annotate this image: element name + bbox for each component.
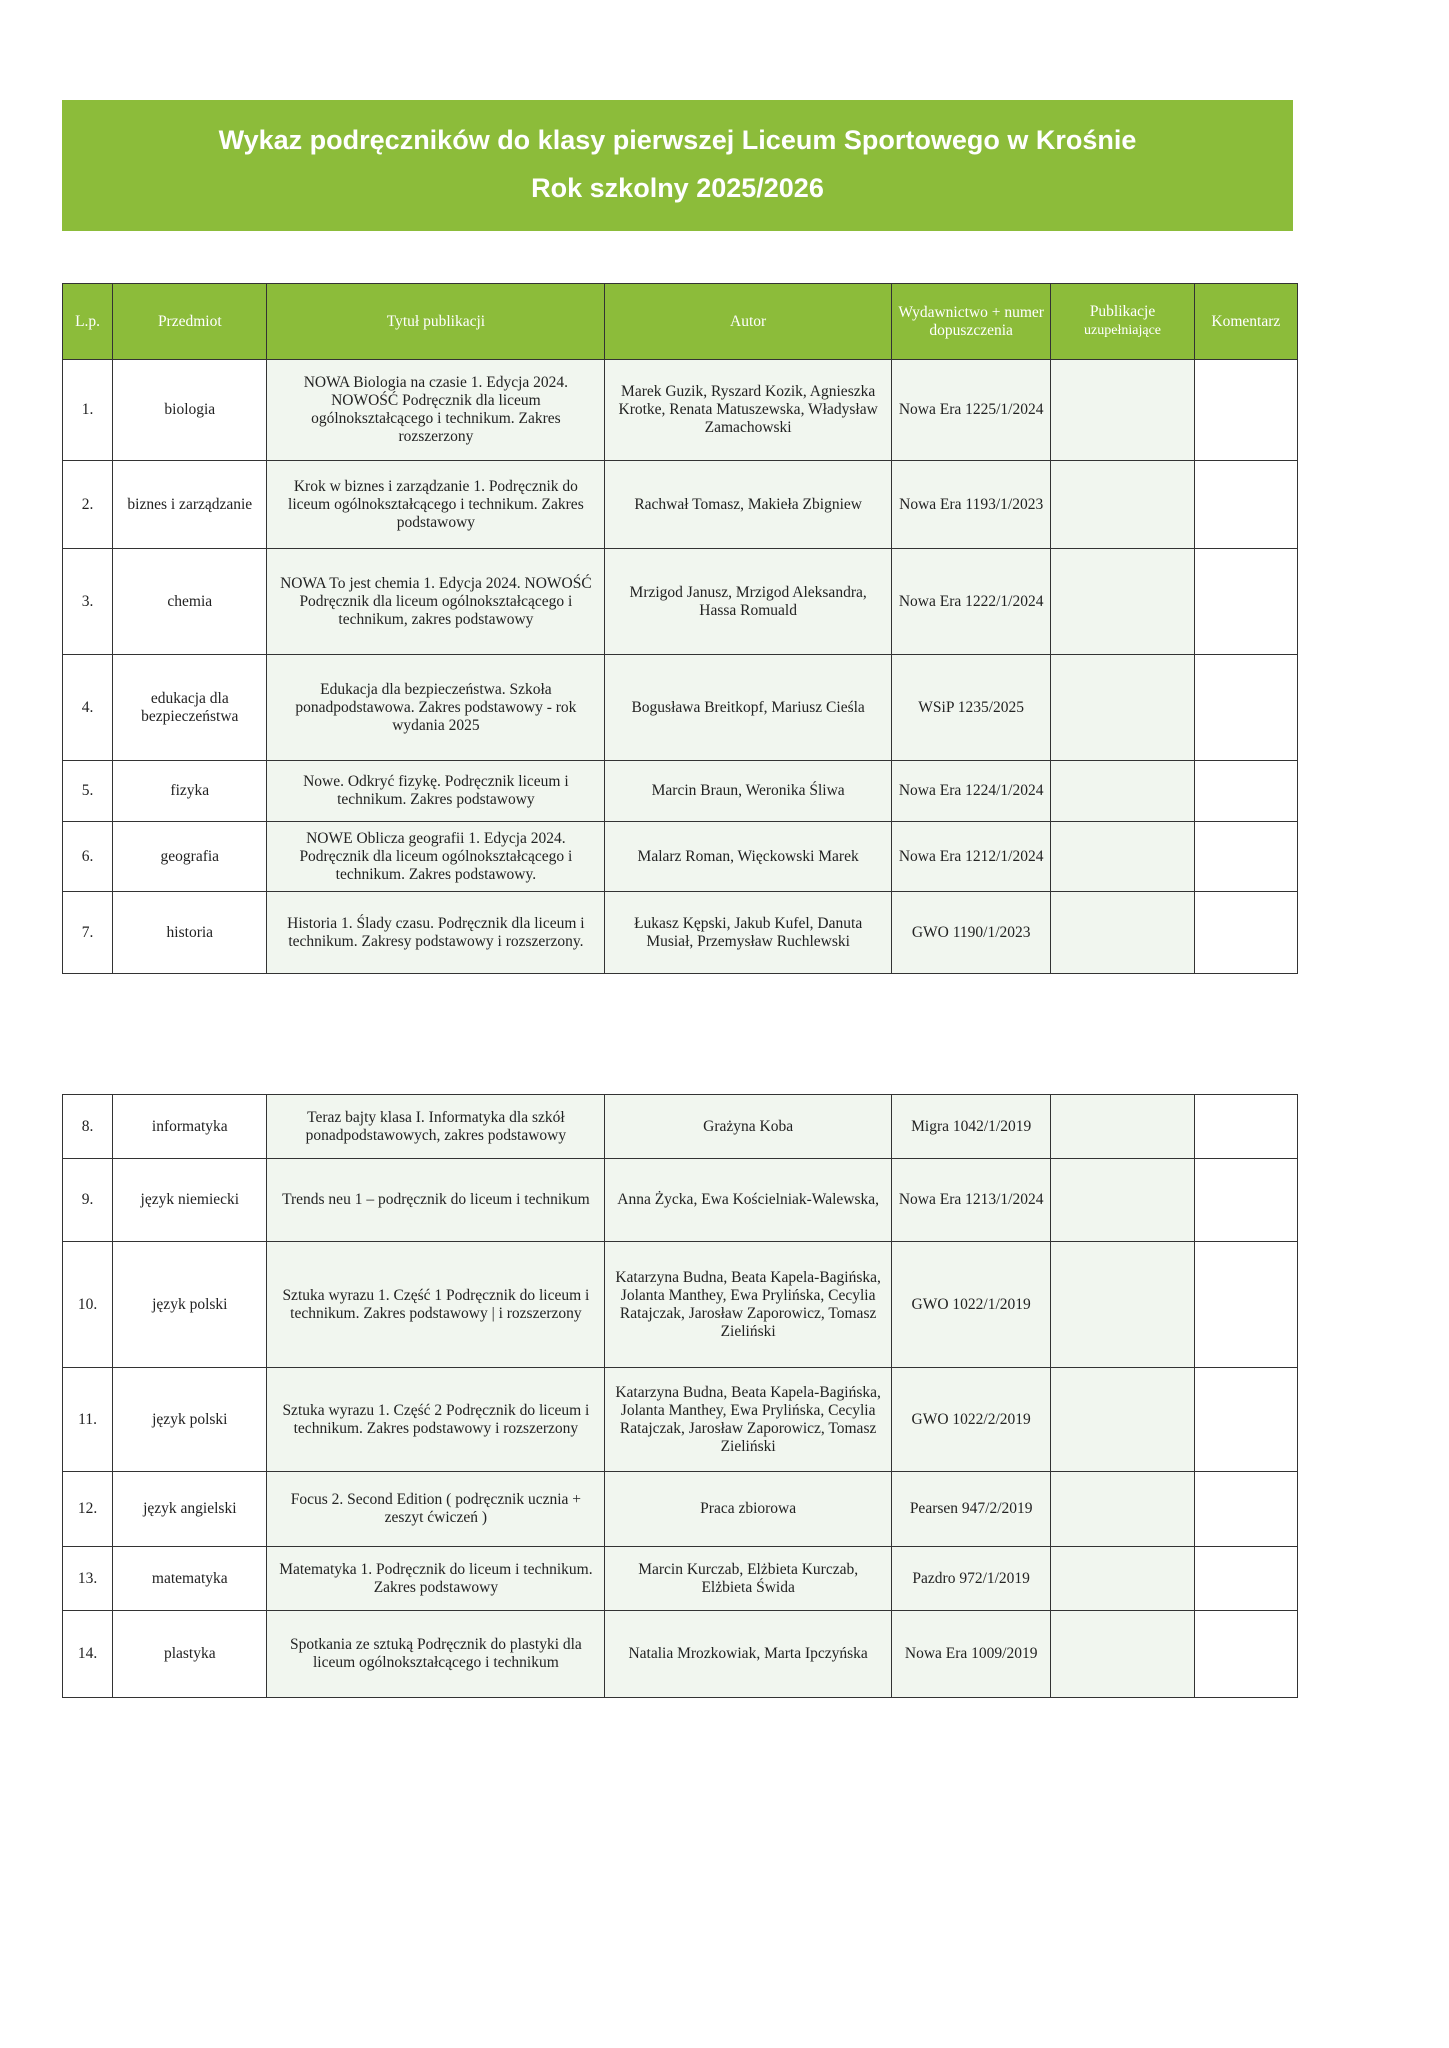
table-row — [63, 1242, 1298, 1368]
cell-subject: plastyka — [113, 1611, 267, 1698]
cell-publisher: Pazdro 972/1/2019 — [891, 1547, 1050, 1611]
cell-author: Rachwał Tomasz, Makieła Zbigniew — [605, 461, 892, 549]
cell-extra — [1051, 822, 1194, 892]
cell-author: Marek Guzik, Ryszard Kozik, Agnieszka Krotke, Renata Matuszewska, Władysław Zamachowski — [605, 360, 892, 461]
cell-publisher: Nowa Era 1213/1/2024 — [891, 1159, 1050, 1242]
cell-extra — [1051, 549, 1194, 655]
cell-lp: 11. — [63, 1368, 113, 1472]
cell-author: Łukasz Kępski, Jakub Kufel, Danuta Musiał, Przemysław Ruchlewski — [605, 892, 892, 974]
cell-author: Malarz Roman, Więckowski Marek — [605, 822, 892, 892]
table-row — [63, 1472, 1298, 1547]
cell-title: NOWE Oblicza geografii 1. Edycja 2024. Podręcznik dla liceum ogólnokształcącego i technikum. Zakres podstawowy. — [267, 822, 605, 892]
header-title-rest: publikacji — [419, 312, 486, 330]
cell-lp: 5. — [63, 761, 113, 822]
cell-title: NOWA To jest chemia 1. Edycja 2024. NOWOŚĆ Podręcznik dla liceum ogólnokształcącego i technikum, zakres podstawowy — [267, 549, 605, 655]
header-extra — [1051, 284, 1194, 360]
cell-subject: język niemiecki — [113, 1159, 267, 1242]
table-header-row — [63, 284, 1298, 360]
table-row — [63, 655, 1298, 761]
header-title-bold: Tytuł — [386, 312, 420, 330]
cell-extra — [1051, 1095, 1194, 1159]
cell-publisher: Migra 1042/1/2019 — [891, 1095, 1050, 1159]
cell-comment — [1194, 1472, 1297, 1547]
cell-title: Historia 1. Ślady czasu. Podręcznik dla liceum i technikum. Zakresy podstawowy i rozszerzony. — [267, 892, 605, 974]
cell-title: Spotkania ze sztuką Podręcznik do plastyki dla liceum ogólnokształcącego i technikum — [267, 1611, 605, 1698]
cell-comment — [1194, 1368, 1297, 1472]
cell-extra — [1051, 1242, 1194, 1368]
cell-author: Mrzigod Janusz, Mrzigod Aleksandra, Hassa Romuald — [605, 549, 892, 655]
cell-lp: 12. — [63, 1472, 113, 1547]
table-row — [63, 461, 1298, 549]
cell-extra — [1051, 461, 1194, 549]
cell-subject: język polski — [113, 1242, 267, 1368]
cell-author: Katarzyna Budna, Beata Kapela-Bagińska, Jolanta Manthey, Ewa Prylińska, Cecylia Ratajczak, Jarosław Zaporowicz, Tomasz Zieliński — [605, 1242, 892, 1368]
cell-title: NOWA Biologia na czasie 1. Edycja 2024. NOWOŚĆ Podręcznik dla liceum ogólnokształcącego i technikum. Zakres rozszerzony — [267, 360, 605, 461]
cell-publisher: Nowa Era 1009/2019 — [891, 1611, 1050, 1698]
cell-extra — [1051, 360, 1194, 461]
cell-publisher: GWO 1190/1/2023 — [891, 892, 1050, 974]
cell-author: Grażyna Koba — [605, 1095, 892, 1159]
textbook-table-part-1 — [62, 283, 1298, 974]
cell-title: Sztuka wyrazu 1. Część 2 Podręcznik do liceum i technikum. Zakres podstawowy i rozszerzony — [267, 1368, 605, 1472]
cell-lp: 1. — [63, 360, 113, 461]
cell-extra — [1051, 1611, 1194, 1698]
cell-lp: 4. — [63, 655, 113, 761]
cell-publisher: Nowa Era 1193/1/2023 — [891, 461, 1050, 549]
cell-subject: edukacja dla bezpieczeństwa — [113, 655, 267, 761]
cell-extra — [1051, 1472, 1194, 1547]
page-title: Wykaz podręczników do klasy pierwszej Liceum Sportowego w Krośnie — [218, 124, 1137, 155]
cell-title: Krok w biznes i zarządzanie 1. Podręcznik do liceum ogólnokształcącego i technikum. Zakres podstawowy — [267, 461, 605, 549]
cell-publisher: Nowa Era 1222/1/2024 — [891, 549, 1050, 655]
cell-publisher: Nowa Era 1224/1/2024 — [891, 761, 1050, 822]
cell-title: Edukacja dla bezpieczeństwa. Szkoła ponadpodstawowa. Zakres podstawowy - rok wydania 2025 — [267, 655, 605, 761]
cell-extra — [1051, 892, 1194, 974]
cell-comment — [1194, 360, 1297, 461]
cell-lp: 7. — [63, 892, 113, 974]
cell-publisher: Pearsen 947/2/2019 — [891, 1472, 1050, 1547]
textbook-table-part-2 — [62, 1094, 1298, 1698]
cell-subject: biznes i zarządzanie — [113, 461, 267, 549]
cell-lp: 14. — [63, 1611, 113, 1698]
header-publisher: Wydawnictwo + numer dopuszczenia — [891, 284, 1050, 360]
header-extra-bold: Publikacje — [1089, 303, 1156, 320]
title-banner — [62, 100, 1293, 231]
cell-lp: 10. — [63, 1242, 113, 1368]
table-row — [63, 1547, 1298, 1611]
cell-subject: matematyka — [113, 1547, 267, 1611]
table-row — [63, 1611, 1298, 1698]
cell-comment — [1194, 461, 1297, 549]
table-row — [63, 360, 1298, 461]
cell-extra — [1051, 1547, 1194, 1611]
cell-subject: fizyka — [113, 761, 267, 822]
cell-extra — [1051, 655, 1194, 761]
cell-lp: 13. — [63, 1547, 113, 1611]
cell-extra — [1051, 1159, 1194, 1242]
cell-comment — [1194, 1547, 1297, 1611]
table-row — [63, 761, 1298, 822]
cell-publisher: Nowa Era 1225/1/2024 — [891, 360, 1050, 461]
header-comment: Komentarz — [1194, 284, 1297, 360]
cell-author: Anna Życka, Ewa Kościelniak-Walewska, — [605, 1159, 892, 1242]
cell-author: Natalia Mrozkowiak, Marta Ipczyńska — [605, 1611, 892, 1698]
cell-title: Matematyka 1. Podręcznik do liceum i technikum. Zakres podstawowy — [267, 1547, 605, 1611]
cell-title: Sztuka wyrazu 1. Część 1 Podręcznik do liceum i technikum. Zakres podstawowy | i rozszerzony — [267, 1242, 605, 1368]
header-author: Autor — [605, 284, 892, 360]
cell-subject: chemia — [113, 549, 267, 655]
cell-title: Focus 2. Second Edition ( podręcznik ucznia + zeszyt ćwiczeń ) — [267, 1472, 605, 1547]
cell-comment — [1194, 1242, 1297, 1368]
cell-comment — [1194, 761, 1297, 822]
cell-author: Katarzyna Budna, Beata Kapela-Bagińska, Jolanta Manthey, Ewa Prylińska, Cecylia Ratajczak, Jarosław Zaporowicz, Tomasz Zieliński — [605, 1368, 892, 1472]
cell-lp: 3. — [63, 549, 113, 655]
cell-title: Teraz bajty klasa I. Informatyka dla szkół ponadpodstawowych, zakres podstawowy — [267, 1095, 605, 1159]
cell-publisher: GWO 1022/2/2019 — [891, 1368, 1050, 1472]
cell-author: Marcin Kurczab, Elżbieta Kurczab, Elżbieta Świda — [605, 1547, 892, 1611]
cell-extra — [1051, 1368, 1194, 1472]
cell-title: Trends neu 1 – podręcznik do liceum i technikum — [267, 1159, 605, 1242]
cell-subject: historia — [113, 892, 267, 974]
cell-title: Nowe. Odkryć fizykę. Podręcznik liceum i technikum. Zakres podstawowy — [267, 761, 605, 822]
table-row — [63, 1095, 1298, 1159]
cell-comment — [1194, 1611, 1297, 1698]
cell-lp: 8. — [63, 1095, 113, 1159]
cell-comment — [1194, 1159, 1297, 1242]
table-row — [63, 1159, 1298, 1242]
cell-publisher: GWO 1022/1/2019 — [891, 1242, 1050, 1368]
cell-publisher: Nowa Era 1212/1/2024 — [891, 822, 1050, 892]
school-year: Rok szkolny 2025/2026 — [531, 172, 824, 203]
cell-subject: język angielski — [113, 1472, 267, 1547]
cell-comment — [1194, 549, 1297, 655]
cell-subject: biologia — [113, 360, 267, 461]
cell-publisher: WSiP 1235/2025 — [891, 655, 1050, 761]
header-extra-rest: uzupełniające — [1084, 323, 1161, 338]
cell-comment — [1194, 892, 1297, 974]
table-row — [63, 1368, 1298, 1472]
cell-lp: 9. — [63, 1159, 113, 1242]
cell-subject: geografia — [113, 822, 267, 892]
cell-author: Marcin Braun, Weronika Śliwa — [605, 761, 892, 822]
table-row — [63, 892, 1298, 974]
header-lp: L.p. — [63, 284, 113, 360]
header-subject: Przedmiot — [113, 284, 267, 360]
cell-extra — [1051, 761, 1194, 822]
cell-comment — [1194, 655, 1297, 761]
cell-lp: 6. — [63, 822, 113, 892]
cell-lp: 2. — [63, 461, 113, 549]
cell-author: Praca zbiorowa — [605, 1472, 892, 1547]
cell-comment — [1194, 822, 1297, 892]
header-title — [267, 284, 605, 360]
cell-author: Bogusława Breitkopf, Mariusz Cieśla — [605, 655, 892, 761]
cell-subject: informatyka — [113, 1095, 267, 1159]
cell-subject: język polski — [113, 1368, 267, 1472]
table-row — [63, 822, 1298, 892]
table-row — [63, 549, 1298, 655]
cell-comment — [1194, 1095, 1297, 1159]
